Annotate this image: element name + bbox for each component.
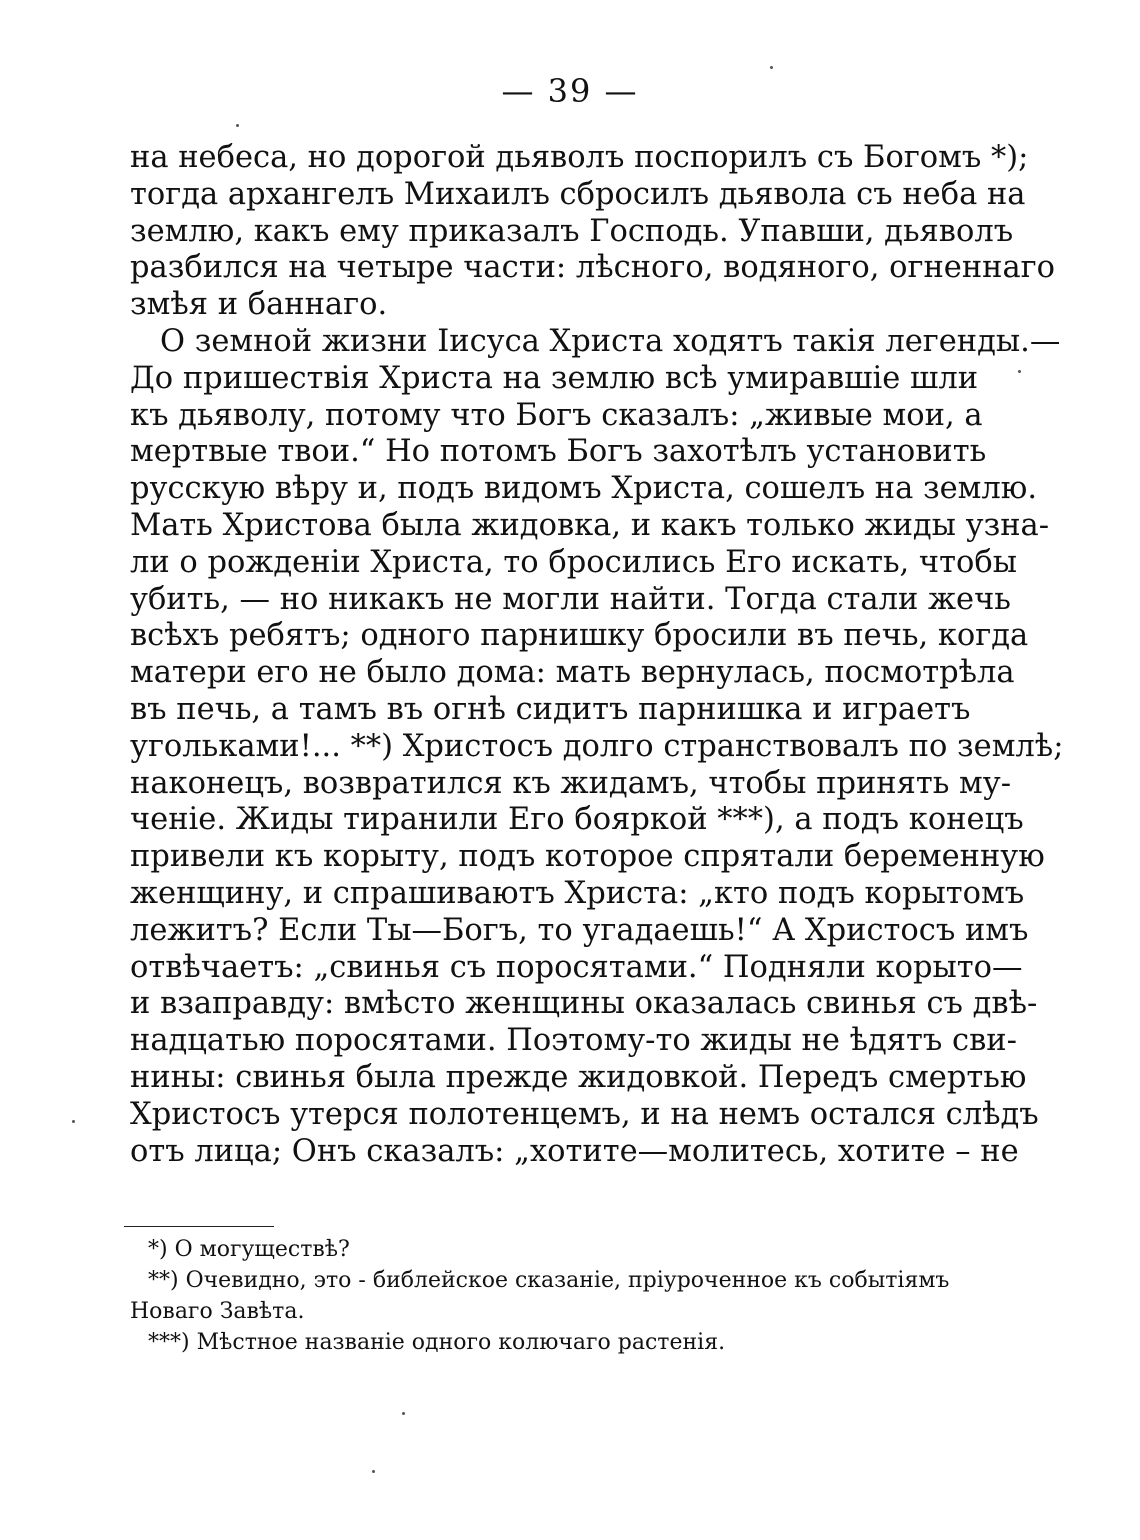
text-line: землю, какъ ему приказалъ Господь. Упавши, дьяволъ bbox=[130, 213, 1014, 249]
text-line: тогда архангелъ Михаилъ сбросилъ дьявола съ неба на bbox=[130, 176, 1026, 212]
text-line: отвѣчаетъ: „свинья съ поросятами.“ Подняли корыто— bbox=[130, 949, 1023, 985]
text-line: Мать Христова была жидовка, и какъ только жиды узна- bbox=[130, 507, 1050, 543]
text-line: разбился на четыре части: лѣсного, водяного, огненнаго bbox=[130, 250, 1056, 286]
footnote-continuation: Новаго Завѣта. bbox=[130, 1299, 305, 1324]
footnote-divider bbox=[124, 1226, 274, 1227]
text-line: наконецъ, возвратился къ жидамъ, чтобы принять му- bbox=[130, 765, 1012, 801]
text-line: угольками!... **) Христосъ долго странствовалъ по землѣ; bbox=[130, 728, 1064, 764]
footnote: *) О могуществѣ? bbox=[148, 1237, 350, 1262]
text-line: мертвые твои.“ Но потомъ Богъ захотѣлъ установить bbox=[130, 434, 987, 470]
text-line: на небеса, но дорогой дьяволъ поспорилъ съ Богомъ *); bbox=[130, 140, 1029, 175]
text-line: отъ лица; Онъ сказалъ: „хотите—молитесь, хотите – не bbox=[130, 1133, 1019, 1169]
text-line: До пришествія Христа на землю всѣ умиравшіе шли bbox=[130, 360, 979, 396]
text-line: ли о рожденіи Христа, то бросились Его искать, чтобы bbox=[130, 544, 1017, 580]
footnote: ***) Мѣстное названіе одного колючаго растенія. bbox=[148, 1330, 726, 1355]
text-line: надцатью поросятами. Поэтому-то жиды не ѣдятъ сви- bbox=[130, 1023, 1017, 1059]
page-number: — 39 — bbox=[501, 72, 639, 110]
text-line: въ печь, а тамъ въ огнѣ сидитъ парнишка и играетъ bbox=[130, 691, 971, 727]
text-line: привели къ корыту, подъ которое спрятали беременную bbox=[130, 839, 1045, 875]
text-line: и взаправду: вмѣсто женщины оказалась свинья съ двѣ- bbox=[130, 986, 1038, 1022]
text-line: О земной жизни Іисуса Христа ходятъ такія легенды.— bbox=[160, 323, 1061, 359]
text-line: ченіе. Жиды тиранили Его бояркой ***), а подъ конецъ bbox=[130, 802, 1024, 838]
text-line: убить, — но никакъ не могли найти. Тогда стали жечь bbox=[130, 581, 1011, 617]
text-line: матери его не было дома: мать вернулась, посмотрѣла bbox=[130, 655, 1015, 691]
main-text bbox=[130, 140, 1064, 1170]
text-line: нины: свинья была прежде жидовкой. Передъ смертью bbox=[130, 1059, 1027, 1095]
scan-speck bbox=[372, 1470, 375, 1473]
footnote: **) Очевидно, это - библейское сказаніе, пріуроченное къ событіямъ bbox=[148, 1268, 950, 1293]
scan-speck bbox=[1018, 370, 1021, 373]
footnotes bbox=[130, 1234, 962, 1358]
text-line: змѣя и баннаго. bbox=[130, 287, 388, 323]
text-line: русскую вѣру и, подъ видомъ Христа, сошелъ на землю. bbox=[130, 471, 1038, 507]
text-line: Христосъ утерся полотенцемъ, и на немъ остался слѣдъ bbox=[130, 1096, 1039, 1132]
scan-speck bbox=[72, 1120, 75, 1123]
text-line: лежитъ? Если Ты—Богъ, то угадаешь!“ А Христосъ имъ bbox=[130, 912, 1029, 948]
text-line: всѣхъ ребятъ; одного парнишку бросили въ печь, когда bbox=[130, 618, 1029, 654]
scan-speck bbox=[770, 66, 773, 69]
scan-speck bbox=[402, 1412, 405, 1415]
scan-speck bbox=[236, 124, 239, 127]
text-line: женщину, и спрашиваютъ Христа: „кто подъ корытомъ bbox=[130, 875, 1025, 911]
text-line: къ дьяволу, потому что Богъ сказалъ: „живые мои, а bbox=[130, 397, 983, 433]
